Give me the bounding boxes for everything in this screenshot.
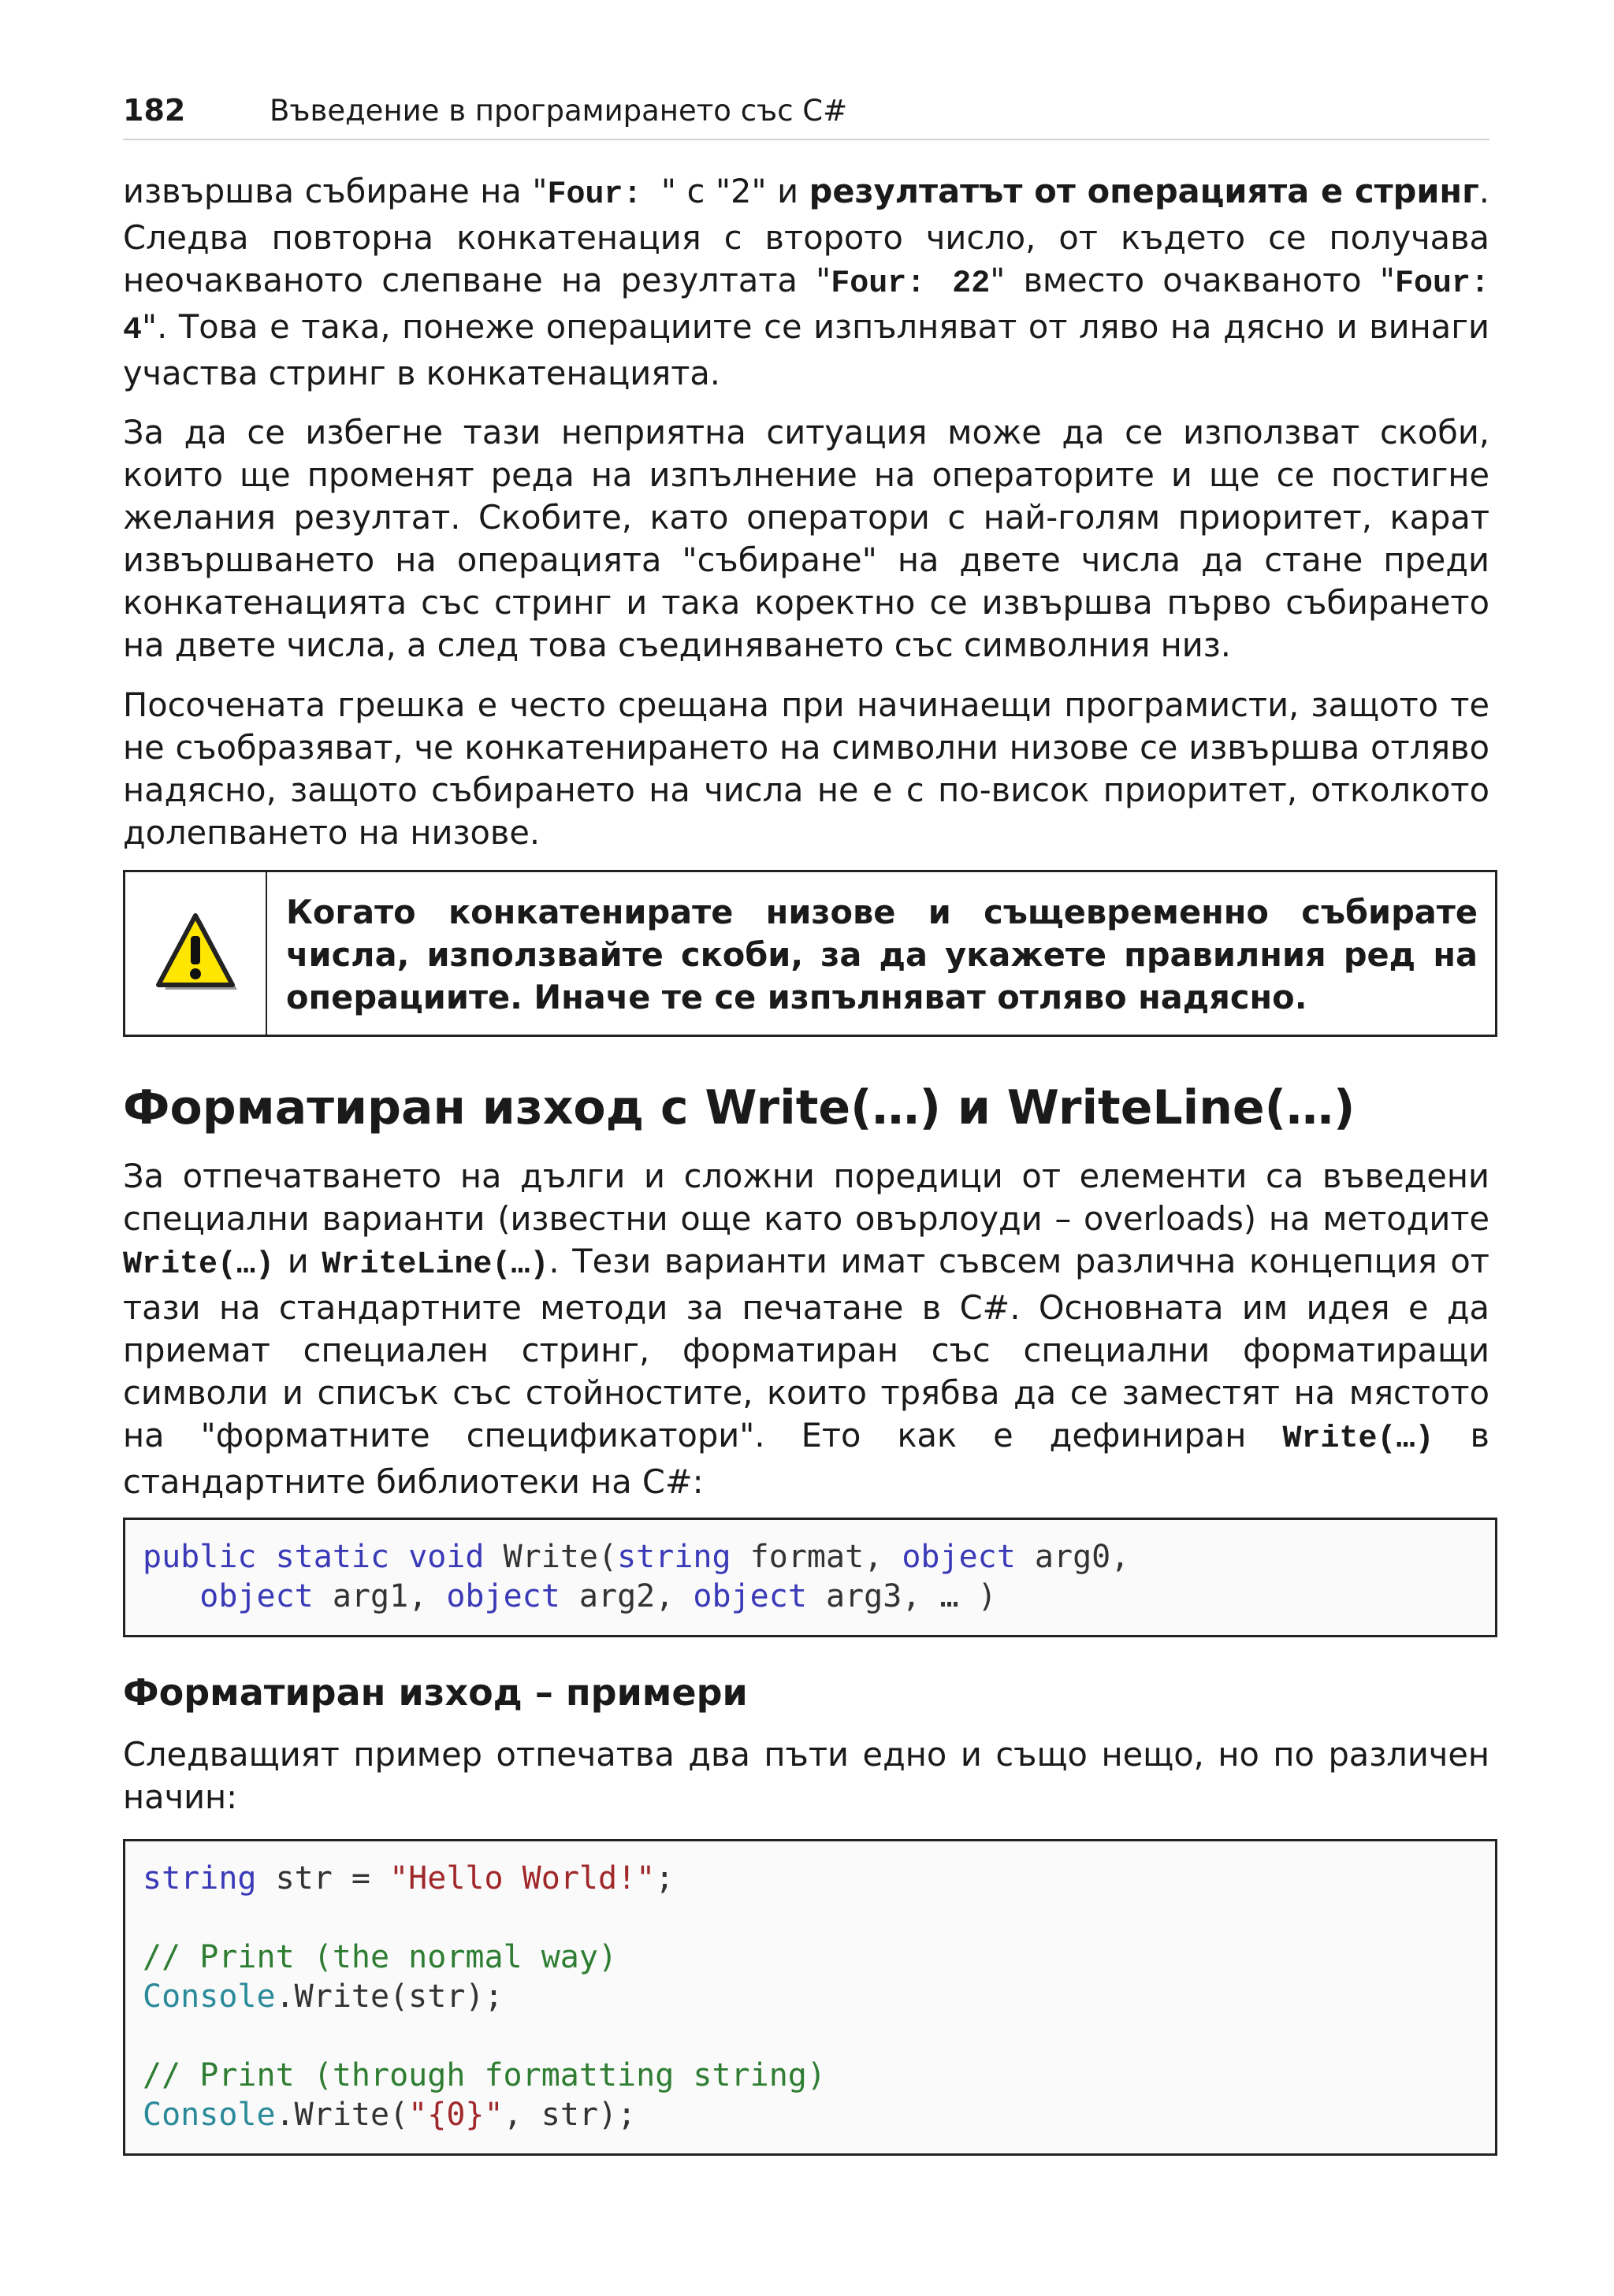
keyword: static (275, 1539, 390, 1575)
inline-code: Four: 4 (123, 266, 1489, 348)
section-heading: Форматиран изход с Write(…) и WriteLine(…) (123, 1080, 1356, 1135)
keyword: object (693, 1578, 807, 1614)
code-indent (143, 1578, 199, 1614)
text-run: За отпечатването на дълги и сложни поредици от елементи са въведени специални варианти (известни още като овърлоуди – overloads) на методите (123, 1157, 1489, 1238)
code-text: arg1, (313, 1578, 447, 1614)
paragraph-concatenation-result (123, 170, 1489, 395)
string-literal: "{0}" (408, 2097, 504, 2133)
warning-text: Когато конкатенирате низове и същевременно събирате числа, използвайте скоби, за да укажете правилния ред на операциите. Иначе те се изпълняват отляво надясно. (286, 893, 1478, 1016)
code-text: Write( (484, 1539, 618, 1575)
keyword: object (446, 1578, 560, 1614)
keyword: void (408, 1539, 485, 1575)
text-run: извършва събиране на " (123, 172, 548, 210)
code-line (143, 1937, 1478, 1977)
code-line (143, 1577, 1478, 1616)
code-text: arg2, (560, 1578, 694, 1614)
code-text: str = (256, 1860, 390, 1897)
warning-callout (123, 870, 1497, 1037)
warning-icon-cell (125, 872, 267, 1035)
warning-icon (152, 912, 239, 994)
code-text: , str); (503, 2097, 637, 2133)
code-line (143, 1537, 1478, 1577)
code-text: arg3, … ) (806, 1578, 997, 1614)
code-comment: // Print (the normal way) (143, 1939, 618, 1975)
code-block-write-signature (123, 1518, 1497, 1637)
class-name: Console (143, 2097, 276, 2133)
code-line (143, 1977, 1478, 2016)
text-run: и (274, 1242, 322, 1280)
inline-code: Four: (547, 177, 661, 213)
paragraph-formatted-output (123, 1155, 1489, 1503)
code-line-blank (143, 2016, 1478, 2056)
string-literal: "Hello World!" (389, 1860, 656, 1897)
class-name: Console (143, 1978, 276, 2015)
text-run: в стандартните библиотеки на C#: (123, 1416, 1489, 1501)
code-text: arg0, (1015, 1539, 1130, 1575)
code-line-blank (143, 1898, 1478, 1937)
inline-code: Four: 22 (831, 266, 991, 302)
code-comment: // Print (through formatting string) (143, 2057, 826, 2094)
keyword: string (617, 1539, 731, 1575)
subheading-examples: Форматиран изход – примери (123, 1671, 748, 1714)
page-header (123, 82, 1489, 140)
paragraph-common-error: Посочената грешка е често срещана при начинаещи програмисти, защото те не съобразяват, че конкатенирането на символни низове се извършва отляво надясно, защото събирането на числа не е с по-висок приоритет, отколкото долепването на низове. (123, 685, 1489, 852)
page-number: 182 (123, 93, 186, 128)
text-run: " с "2" и (660, 172, 809, 210)
code-text: ; (655, 1860, 675, 1897)
inline-code: Write(…) (1282, 1421, 1434, 1457)
code-line (143, 1859, 1478, 1898)
keyword: public (143, 1539, 257, 1575)
inline-code: Write(…) (123, 1247, 275, 1283)
book-title: Въведение в програмирането със C# (270, 93, 848, 128)
keyword: object (199, 1578, 314, 1614)
code-line (143, 2056, 1478, 2095)
paragraph-example-intro: Следващият пример отпечатва два пъти едно и също нещо, но по различен начин: (123, 1735, 1489, 1816)
paragraph-parentheses: За да се избегне тази неприятна ситуация може да се използват скоби, които ще променят реда на изпълнение на операторите и ще се постигне желания резултат. Скобите, като оператори с най-голям приоритет, карат извършването на операцията "събиране" на двете числа да стане преди конкатенацията със стринг и така коректно се извършва първо събирането на двете числа, а след това съединяването със символния низ. (123, 413, 1489, 664)
code-text: .Write( (275, 2097, 409, 2133)
code-line (143, 2095, 1478, 2134)
code-text: .Write(str); (275, 1978, 504, 2015)
keyword: string (143, 1860, 257, 1897)
text-run: ". Това е така, понеже операциите се изпълняват от ляво на дясно и винаги участва стринг в конкатенацията. (123, 307, 1489, 392)
inline-code: WriteLine(…) (322, 1247, 549, 1283)
text-run: . Тези варианти имат съвсем различна концепция от тази на стандартните методи за печатане в C#. Основната им идея е да приемат специален стринг, форматиран със специални форматиращи символи и списък със стойностите, които трябва да се заместят на мястото на "форматните спецификатори". Ето как е дефиниран (123, 1242, 1489, 1455)
text-run: . Следва повторна конкатенация с второто число, от където се получава неочакваното слепване на резултата " (123, 172, 1489, 299)
keyword: object (902, 1539, 1016, 1575)
code-block-example (123, 1839, 1497, 2156)
code-text: format, (731, 1539, 902, 1575)
bold-text: резултатът от операцията е стринг (809, 172, 1479, 210)
text-run: " вместо очакваното " (990, 261, 1395, 299)
